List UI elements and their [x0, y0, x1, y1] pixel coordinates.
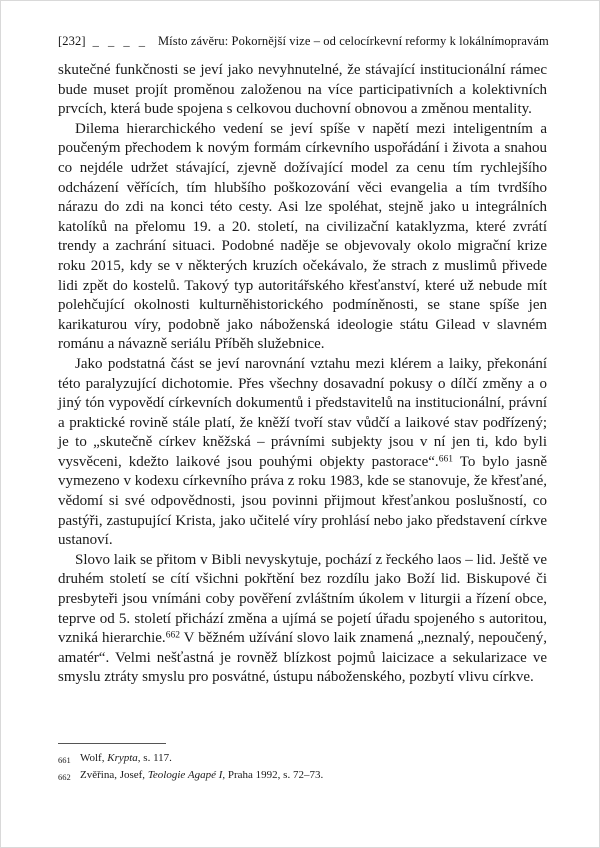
- text-segment: skutečné funkčnosti se jeví jako nevyhnutelné, že stávající institucionální rámec bude muset projít proměnou založenou na více participativních a kolektivních prvcích, která bude spojena s celkovou duchovní obnovou a změnou mentality.: [58, 62, 547, 118]
- footnote: [58, 768, 547, 785]
- body-text-block: [58, 61, 547, 688]
- text-segment: Jako podstatná část se jeví narovnání vztahu mezi klérem a laiky, překonání této paralyzující dichotomie. Přes všechny dosavadní pokusy o dílčí změny a o jiný tón vypovědí církevních dokumentů i představitelů na institucionální, právní a praktické rovině stále platí, že kněží tvoří stav vůdčí a laikové stav podřízený; je to „skutečně církev kněžská – právními subjekty jsou v ní jen ti, kdo byli vysvěceni, kdežto laikové jsou pouhými objekty pastorace“.: [58, 355, 547, 470]
- text-segment: To bylo jasně vymezeno v kodexu církevního práva z roku 1983, kde se stanovuje, že křesťané, vědomí si své odpovědnosti, jsou povinni přijmout křesťankou poslušností, co pastýři, zastupující Krista, jako učitelé víry prohlásí nebo jako představení církve ustanoví.: [58, 453, 547, 549]
- body-paragraph: [58, 61, 547, 120]
- footnote-separator-rule: [58, 743, 166, 744]
- footnote: [58, 751, 547, 768]
- text-segment: Wolf,: [80, 752, 108, 764]
- footnote-number: 661: [58, 754, 71, 765]
- text-segment: Slovo laik se přitom v Bibli nevyskytuje, pochází z řeckého laos – lid. Ještě ve druhém století se cítí všichni pokřtění bez rozdílu jako Boží lid. Biskupové či presbyteři jsou vnímáni coby pověření zvláštním úkolem v liturgii a řízení obce, teprve od 5. století přichází změna a ujímá se pojetí úřadu spojeného s autoritou, vzniká hierarchie.: [58, 551, 547, 647]
- body-paragraph: [58, 120, 547, 355]
- running-title: Místo závěru: Pokornější vize – od celocírkevní reformy k lokálnímopravám: [157, 34, 549, 48]
- footnote-text: [80, 751, 547, 767]
- footnote-reference: 662: [165, 630, 180, 641]
- text-segment: V běžném užívání slovo laik znamená „neznalý, nepoučený, amatér“. Velmi nešťastná je rovněž blízkost pojmů laicizace a sekularizace ve smyslu ztráty smyslu pro posvátné, ústupu náboženského, pozbytí vlivu církve.: [58, 630, 547, 686]
- header-ornament-dashes: _ _ _ _: [92, 34, 148, 48]
- footnote-number: 662: [58, 771, 71, 782]
- running-header: [58, 34, 549, 49]
- page-number: [232]: [58, 34, 86, 48]
- text-segment: , Praha 1992, s. 72–73.: [222, 769, 324, 781]
- body-paragraph: [58, 551, 547, 688]
- text-segment: Dilema hierarchického vedení se jeví spíše v napětí mezi inteligentním a poučeným přechodem k novým formám církevního uspořádání i života a snahou co nejdéle udržet stávající, zjevně dožívající model za cenu tím rychlejšího odcházení věřících, tím hlubšího poškozování věci evangelia a tím tvrdšího nárazu do zdi na konci této cesty. Asi lze spoléhat, stejně jako u integrálních katolíků na přelomu 19. a 20. století, na civilizační kataklyzma, které zvrátí trendy a zachrání situaci. Podobné naděje se objevovaly okolo migrační krize roku 2015, kdy se v některých kruzích očekávalo, že strach z muslimů přivede lidi zpět do kostelů. Takový typ autoritářského křesťanství, které už nebude mít polehčující okolnosti kulturněhistorického podmíněnosti, se stane spíše jen karikaturou víry, podobně jako náboženská ideologie státu Gilead v slavném románu a návazně seriálu Příběh služebnice.: [58, 120, 547, 353]
- body-paragraph: [58, 355, 547, 551]
- footnote-text: [80, 768, 547, 784]
- text-segment: Teologie Agapé I: [147, 769, 223, 781]
- footnote-reference: 661: [438, 454, 453, 465]
- text-segment: , s. 117.: [137, 752, 172, 764]
- text-segment: Krypta: [107, 752, 138, 764]
- text-segment: Zvěřina, Josef,: [80, 769, 148, 781]
- footnotes-block: [58, 743, 547, 785]
- footnote-list: [58, 751, 547, 785]
